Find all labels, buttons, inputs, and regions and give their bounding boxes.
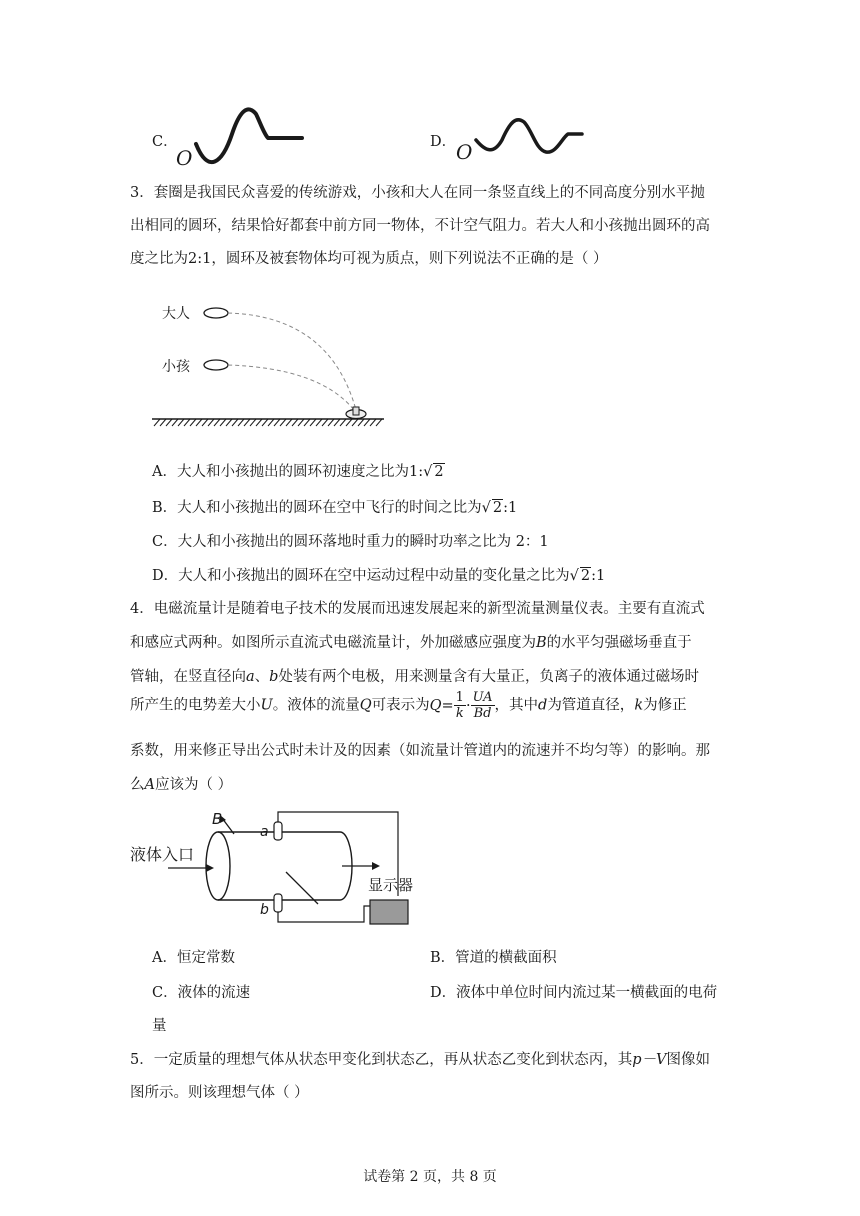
formula-frac-1: [454, 690, 466, 721]
q4-line-6-b: 应该为（ ）: [154, 777, 233, 793]
q5-line-1-b: 图像如: [666, 1052, 710, 1068]
adult-label: 大人: [162, 306, 190, 322]
q4-line-4-c: 可表示为: [371, 697, 430, 714]
formula-num-2: UA: [472, 690, 493, 705]
q5-line-1-a: 5．一定质量的理想气体从状态甲变化到状态乙，再从状态乙变化到状态丙，其: [130, 1052, 633, 1068]
electrode-b-label: b: [260, 902, 269, 918]
electrode-b: [274, 894, 282, 912]
inlet-arrow-head: [206, 864, 214, 872]
child-label: 小孩: [162, 359, 190, 375]
q3-option-d-sqrt: 2: [580, 568, 591, 584]
q4-line-1: 4．电磁流量计是随着电子技术的发展而迅速发展起来的新型流量测量仪表。主要有直流式: [130, 601, 705, 617]
q3-option-d-ratio: :1: [591, 568, 606, 584]
q4-line-4-a: 所产生的电势差大小: [130, 697, 261, 714]
q4-line-3: [130, 665, 699, 686]
curve-c-graph: [190, 104, 310, 168]
electrode-a: [274, 822, 282, 840]
q5-line-1: [130, 1048, 710, 1069]
formula-den-2: Bd: [473, 706, 492, 721]
q4-option-d-line-1[interactable]: D．液体中单位时间内流过某一横截面的电荷: [430, 985, 718, 1001]
q4-option-a[interactable]: A．恒定常数: [152, 950, 235, 966]
q4-line-4: [130, 690, 687, 721]
q4-symbol-q: Q: [359, 697, 372, 714]
q4-symbol-k: k: [634, 697, 644, 714]
adult-ring: [204, 308, 228, 318]
q4-symbol-d: d: [538, 697, 548, 714]
curve-d-graph: [470, 112, 586, 162]
q4-line-3-b: 处装有两个电极，用来测量含有大量正，负离子的液体通过磁场时: [278, 669, 699, 685]
q4-option-d-line-2: 量: [152, 1018, 167, 1034]
q3-option-d-text: D．大人和小孩抛出的圆环在空中运动过程中动量的变化量之比为: [152, 568, 570, 584]
q3-option-a-sqrt: 2: [434, 464, 444, 480]
q4-symbol-b-field: B: [536, 635, 547, 651]
q4-symbol-u: U: [260, 697, 273, 714]
q4-option-b[interactable]: B．管道的横截面积: [430, 950, 557, 966]
q4-line-2: [130, 631, 692, 652]
display-box: [370, 900, 408, 924]
adult-trajectory: [228, 313, 356, 410]
q3-option-a-ratio: 1:: [408, 464, 424, 480]
q5-pv-symbol: p－V: [632, 1052, 667, 1068]
inner-diagonal: [286, 872, 318, 904]
q4-option-c[interactable]: C．液体的流速: [152, 985, 251, 1001]
q4-line-2-a: 和感应式两种。如图所示直流式电磁流量计，外加磁感应强度为: [130, 635, 536, 651]
q3-option-b[interactable]: B．大人和小孩抛出的圆环在空中飞行的时间之比为√ 2:1: [152, 500, 518, 516]
q3-ratio: 2:1: [188, 251, 212, 267]
wire-bottom: [278, 906, 370, 922]
q4-line-4-e: 为管道直径，: [547, 697, 635, 714]
q3-option-d[interactable]: D．大人和小孩抛出的圆环在空中运动过程中动量的变化量之比为√ 2:1: [152, 568, 606, 584]
q3-option-c[interactable]: C．大人和小孩抛出的圆环落地时重力的瞬时功率之比为 2：1: [152, 534, 549, 550]
q3-line-1: 3．套圈是我国民众喜爱的传统游戏，小孩和大人在同一条竖直线上的不同高度分别水平抛: [130, 185, 705, 201]
electrode-a-label: a: [260, 824, 269, 840]
formula-eq: =: [441, 697, 454, 714]
ring-toss-figure: [150, 296, 390, 432]
formula-den-1: k: [455, 706, 464, 721]
formula-lhs: Q: [429, 697, 442, 714]
formula-dot: ·: [465, 697, 471, 714]
inlet-label: 液体入口: [130, 845, 195, 864]
option-c-label: C．: [152, 134, 178, 150]
q3-line-3-a: 度之比为: [130, 251, 188, 267]
q3-option-a-text: A．大人和小孩抛出的圆环初速度之比为: [152, 464, 409, 480]
q3-line-2: 出相同的圆环，结果恰好都套中前方同一物体，不计空气阻力。若大人和小孩抛出圆环的高: [130, 218, 710, 234]
q4-line-4-f: 为修正: [643, 697, 687, 714]
q3-option-a[interactable]: A．大人和小孩抛出的圆环初速度之比为1:√ 2: [152, 464, 444, 480]
child-trajectory: [228, 365, 354, 410]
outlet-arrow-head: [372, 862, 380, 870]
origin-label-d: O: [456, 140, 473, 164]
q4-line-6-a: 么: [130, 777, 145, 793]
q4-symbol-a-area: A: [144, 777, 155, 793]
display-label: 显示器: [368, 876, 414, 894]
q5-line-2: 图所示。则该理想气体（ ）: [130, 1085, 309, 1101]
b-field-label: B: [212, 810, 223, 828]
q3-option-b-ratio: :1: [503, 500, 518, 516]
q4-formula: [429, 690, 495, 721]
q3-option-b-text: B．大人和小孩抛出的圆环在空中飞行的时间之比为: [152, 500, 482, 516]
q4-line-5: 系数，用来修正导出公式时未计及的因素（如流量计管道内的流速并不均匀等）的影响。那: [130, 743, 710, 759]
q4-line-4-d: ，其中: [494, 697, 539, 714]
child-ring: [204, 360, 228, 370]
origin-label-c: O: [176, 146, 193, 170]
page-footer: 试卷第 2 页，共 8 页: [363, 1169, 497, 1185]
q4-symbol-b: b: [269, 669, 279, 685]
flowmeter-figure: [128, 808, 428, 932]
q4-line-3-a: 管轴，在竖直径向: [130, 669, 246, 685]
q4-line-2-b: 的水平匀强磁场垂直于: [546, 635, 692, 651]
q3-line-3-b: ，圆环及被套物体均可视为质点，则下列说法不正确的是（ ）: [211, 251, 608, 267]
option-d-label: D．: [430, 134, 457, 150]
q3-line-3: [130, 247, 607, 268]
q4-symbol-a: a: [246, 669, 255, 685]
ground-hatching: [154, 419, 382, 426]
q4-line-4-b: 。液体的流量: [272, 697, 360, 714]
q4-separator: 、: [254, 669, 270, 685]
formula-num-1: 1: [455, 690, 464, 705]
q4-line-6: [130, 773, 232, 794]
q3-option-b-sqrt: 2: [492, 500, 503, 516]
target-post: [353, 407, 359, 415]
formula-frac-2: [471, 690, 495, 721]
